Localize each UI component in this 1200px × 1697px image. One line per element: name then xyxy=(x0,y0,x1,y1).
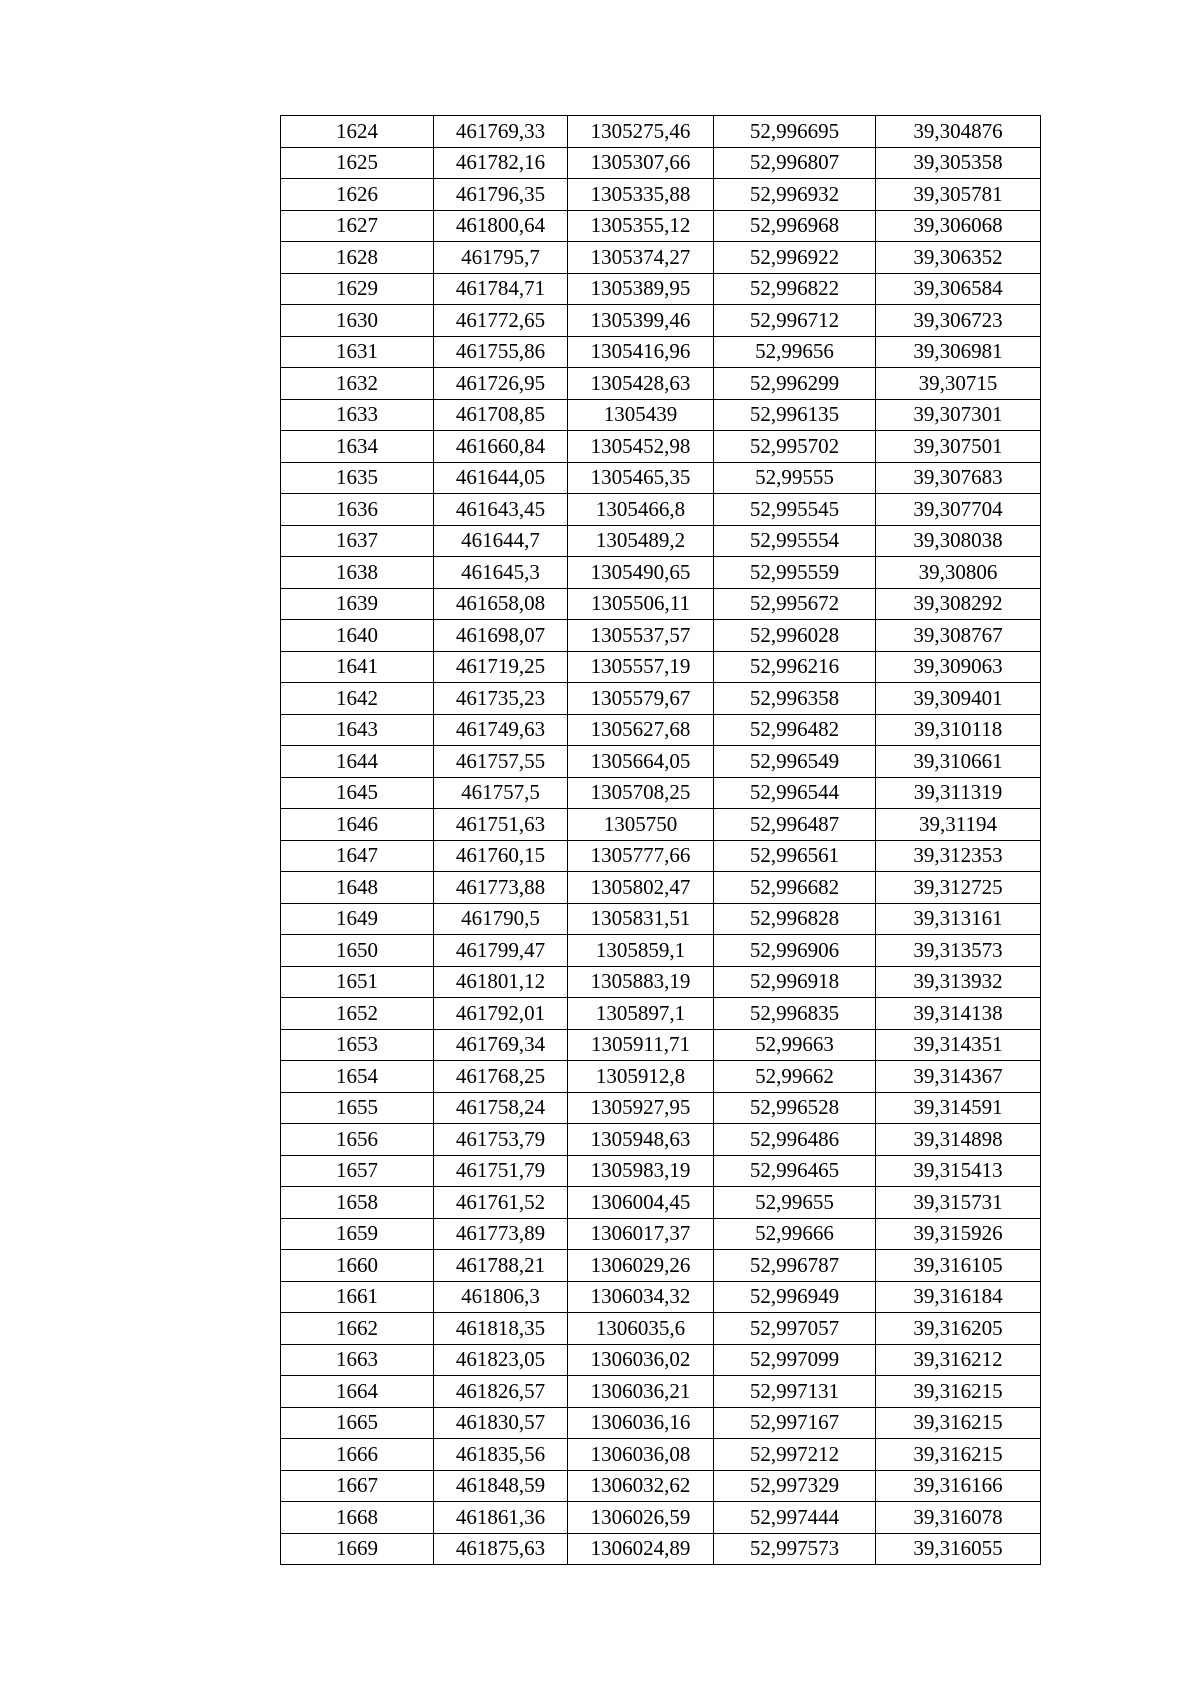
point-number-cell: 1657 xyxy=(281,1155,434,1187)
point-number-cell: 1644 xyxy=(281,746,434,778)
y-coordinate-cell: 1306036,02 xyxy=(568,1344,714,1376)
coordinates-table xyxy=(280,115,1041,1565)
longitude-cell: 39,304876 xyxy=(876,116,1041,148)
y-coordinate-cell: 1306017,37 xyxy=(568,1218,714,1250)
latitude-cell: 52,996807 xyxy=(714,147,876,179)
latitude-cell: 52,99655 xyxy=(714,1187,876,1219)
y-coordinate-cell: 1306036,16 xyxy=(568,1407,714,1439)
table-row xyxy=(281,399,1041,431)
longitude-cell: 39,312353 xyxy=(876,840,1041,872)
latitude-cell: 52,996561 xyxy=(714,840,876,872)
latitude-cell: 52,996822 xyxy=(714,273,876,305)
longitude-cell: 39,305781 xyxy=(876,179,1041,211)
longitude-cell: 39,31194 xyxy=(876,809,1041,841)
point-number-cell: 1667 xyxy=(281,1470,434,1502)
longitude-cell: 39,306068 xyxy=(876,210,1041,242)
longitude-cell: 39,311319 xyxy=(876,777,1041,809)
table-row xyxy=(281,1376,1041,1408)
latitude-cell: 52,996028 xyxy=(714,620,876,652)
x-coordinate-cell: 461698,07 xyxy=(434,620,568,652)
longitude-cell: 39,316215 xyxy=(876,1376,1041,1408)
longitude-cell: 39,316215 xyxy=(876,1407,1041,1439)
x-coordinate-cell: 461719,25 xyxy=(434,651,568,683)
longitude-cell: 39,308767 xyxy=(876,620,1041,652)
y-coordinate-cell: 1305750 xyxy=(568,809,714,841)
x-coordinate-cell: 461644,05 xyxy=(434,462,568,494)
longitude-cell: 39,313932 xyxy=(876,966,1041,998)
latitude-cell: 52,996922 xyxy=(714,242,876,274)
longitude-cell: 39,309401 xyxy=(876,683,1041,715)
latitude-cell: 52,996465 xyxy=(714,1155,876,1187)
y-coordinate-cell: 1305708,25 xyxy=(568,777,714,809)
longitude-cell: 39,314591 xyxy=(876,1092,1041,1124)
x-coordinate-cell: 461660,84 xyxy=(434,431,568,463)
x-coordinate-cell: 461758,24 xyxy=(434,1092,568,1124)
x-coordinate-cell: 461795,7 xyxy=(434,242,568,274)
longitude-cell: 39,315413 xyxy=(876,1155,1041,1187)
x-coordinate-cell: 461755,86 xyxy=(434,336,568,368)
point-number-cell: 1632 xyxy=(281,368,434,400)
table-row xyxy=(281,431,1041,463)
table-row xyxy=(281,1407,1041,1439)
point-number-cell: 1635 xyxy=(281,462,434,494)
table-row xyxy=(281,1533,1041,1565)
y-coordinate-cell: 1305948,63 xyxy=(568,1124,714,1156)
y-coordinate-cell: 1305439 xyxy=(568,399,714,431)
latitude-cell: 52,996835 xyxy=(714,998,876,1030)
x-coordinate-cell: 461800,64 xyxy=(434,210,568,242)
y-coordinate-cell: 1305389,95 xyxy=(568,273,714,305)
table-row xyxy=(281,714,1041,746)
longitude-cell: 39,306584 xyxy=(876,273,1041,305)
point-number-cell: 1654 xyxy=(281,1061,434,1093)
x-coordinate-cell: 461773,89 xyxy=(434,1218,568,1250)
point-number-cell: 1668 xyxy=(281,1502,434,1534)
table-row xyxy=(281,683,1041,715)
longitude-cell: 39,307683 xyxy=(876,462,1041,494)
longitude-cell: 39,308292 xyxy=(876,588,1041,620)
latitude-cell: 52,996828 xyxy=(714,903,876,935)
point-number-cell: 1651 xyxy=(281,966,434,998)
y-coordinate-cell: 1305802,47 xyxy=(568,872,714,904)
latitude-cell: 52,996695 xyxy=(714,116,876,148)
latitude-cell: 52,996968 xyxy=(714,210,876,242)
point-number-cell: 1660 xyxy=(281,1250,434,1282)
latitude-cell: 52,997131 xyxy=(714,1376,876,1408)
x-coordinate-cell: 461644,7 xyxy=(434,525,568,557)
latitude-cell: 52,996712 xyxy=(714,305,876,337)
table-row xyxy=(281,1092,1041,1124)
longitude-cell: 39,315731 xyxy=(876,1187,1041,1219)
latitude-cell: 52,995672 xyxy=(714,588,876,620)
table-row xyxy=(281,273,1041,305)
y-coordinate-cell: 1305466,8 xyxy=(568,494,714,526)
y-coordinate-cell: 1305490,65 xyxy=(568,557,714,589)
table-row xyxy=(281,1187,1041,1219)
y-coordinate-cell: 1306035,6 xyxy=(568,1313,714,1345)
point-number-cell: 1639 xyxy=(281,588,434,620)
table-row xyxy=(281,1155,1041,1187)
y-coordinate-cell: 1305831,51 xyxy=(568,903,714,935)
point-number-cell: 1625 xyxy=(281,147,434,179)
y-coordinate-cell: 1305428,63 xyxy=(568,368,714,400)
x-coordinate-cell: 461645,3 xyxy=(434,557,568,589)
x-coordinate-cell: 461818,35 xyxy=(434,1313,568,1345)
longitude-cell: 39,316184 xyxy=(876,1281,1041,1313)
longitude-cell: 39,316078 xyxy=(876,1502,1041,1534)
point-number-cell: 1634 xyxy=(281,431,434,463)
longitude-cell: 39,309063 xyxy=(876,651,1041,683)
y-coordinate-cell: 1305489,2 xyxy=(568,525,714,557)
longitude-cell: 39,314351 xyxy=(876,1029,1041,1061)
latitude-cell: 52,996549 xyxy=(714,746,876,778)
latitude-cell: 52,996528 xyxy=(714,1092,876,1124)
x-coordinate-cell: 461658,08 xyxy=(434,588,568,620)
table-row xyxy=(281,242,1041,274)
y-coordinate-cell: 1305374,27 xyxy=(568,242,714,274)
x-coordinate-cell: 461751,63 xyxy=(434,809,568,841)
point-number-cell: 1642 xyxy=(281,683,434,715)
longitude-cell: 39,316166 xyxy=(876,1470,1041,1502)
y-coordinate-cell: 1305506,11 xyxy=(568,588,714,620)
latitude-cell: 52,99555 xyxy=(714,462,876,494)
y-coordinate-cell: 1305399,46 xyxy=(568,305,714,337)
point-number-cell: 1663 xyxy=(281,1344,434,1376)
y-coordinate-cell: 1305557,19 xyxy=(568,651,714,683)
point-number-cell: 1640 xyxy=(281,620,434,652)
y-coordinate-cell: 1305452,98 xyxy=(568,431,714,463)
table-row xyxy=(281,777,1041,809)
y-coordinate-cell: 1306032,62 xyxy=(568,1470,714,1502)
latitude-cell: 52,996906 xyxy=(714,935,876,967)
point-number-cell: 1630 xyxy=(281,305,434,337)
longitude-cell: 39,306981 xyxy=(876,336,1041,368)
longitude-cell: 39,314367 xyxy=(876,1061,1041,1093)
longitude-cell: 39,314138 xyxy=(876,998,1041,1030)
point-number-cell: 1661 xyxy=(281,1281,434,1313)
latitude-cell: 52,997444 xyxy=(714,1502,876,1534)
longitude-cell: 39,307301 xyxy=(876,399,1041,431)
longitude-cell: 39,306723 xyxy=(876,305,1041,337)
longitude-cell: 39,30806 xyxy=(876,557,1041,589)
longitude-cell: 39,312725 xyxy=(876,872,1041,904)
point-number-cell: 1665 xyxy=(281,1407,434,1439)
table-row xyxy=(281,1061,1041,1093)
x-coordinate-cell: 461830,57 xyxy=(434,1407,568,1439)
point-number-cell: 1645 xyxy=(281,777,434,809)
x-coordinate-cell: 461799,47 xyxy=(434,935,568,967)
table-row xyxy=(281,1313,1041,1345)
latitude-cell: 52,997099 xyxy=(714,1344,876,1376)
longitude-cell: 39,307501 xyxy=(876,431,1041,463)
latitude-cell: 52,996135 xyxy=(714,399,876,431)
latitude-cell: 52,997329 xyxy=(714,1470,876,1502)
table-row xyxy=(281,809,1041,841)
x-coordinate-cell: 461835,56 xyxy=(434,1439,568,1471)
y-coordinate-cell: 1306036,21 xyxy=(568,1376,714,1408)
y-coordinate-cell: 1305897,1 xyxy=(568,998,714,1030)
x-coordinate-cell: 461782,16 xyxy=(434,147,568,179)
y-coordinate-cell: 1305883,19 xyxy=(568,966,714,998)
point-number-cell: 1629 xyxy=(281,273,434,305)
point-number-cell: 1627 xyxy=(281,210,434,242)
x-coordinate-cell: 461643,45 xyxy=(434,494,568,526)
x-coordinate-cell: 461790,5 xyxy=(434,903,568,935)
latitude-cell: 52,996682 xyxy=(714,872,876,904)
y-coordinate-cell: 1306029,26 xyxy=(568,1250,714,1282)
x-coordinate-cell: 461735,23 xyxy=(434,683,568,715)
table-row xyxy=(281,998,1041,1030)
table-row xyxy=(281,305,1041,337)
latitude-cell: 52,996487 xyxy=(714,809,876,841)
table-row xyxy=(281,368,1041,400)
y-coordinate-cell: 1305911,71 xyxy=(568,1029,714,1061)
x-coordinate-cell: 461875,63 xyxy=(434,1533,568,1565)
longitude-cell: 39,30715 xyxy=(876,368,1041,400)
latitude-cell: 52,997057 xyxy=(714,1313,876,1345)
x-coordinate-cell: 461796,35 xyxy=(434,179,568,211)
table-row xyxy=(281,336,1041,368)
y-coordinate-cell: 1305983,19 xyxy=(568,1155,714,1187)
table-row xyxy=(281,620,1041,652)
table-row xyxy=(281,935,1041,967)
y-coordinate-cell: 1305664,05 xyxy=(568,746,714,778)
point-number-cell: 1652 xyxy=(281,998,434,1030)
y-coordinate-cell: 1305307,66 xyxy=(568,147,714,179)
table-row xyxy=(281,1470,1041,1502)
point-number-cell: 1643 xyxy=(281,714,434,746)
x-coordinate-cell: 461757,55 xyxy=(434,746,568,778)
x-coordinate-cell: 461823,05 xyxy=(434,1344,568,1376)
y-coordinate-cell: 1306036,08 xyxy=(568,1439,714,1471)
latitude-cell: 52,996949 xyxy=(714,1281,876,1313)
latitude-cell: 52,995702 xyxy=(714,431,876,463)
x-coordinate-cell: 461753,79 xyxy=(434,1124,568,1156)
table-row xyxy=(281,462,1041,494)
table-row xyxy=(281,494,1041,526)
point-number-cell: 1664 xyxy=(281,1376,434,1408)
y-coordinate-cell: 1305355,12 xyxy=(568,210,714,242)
latitude-cell: 52,997573 xyxy=(714,1533,876,1565)
longitude-cell: 39,316215 xyxy=(876,1439,1041,1471)
table-row xyxy=(281,116,1041,148)
y-coordinate-cell: 1305927,95 xyxy=(568,1092,714,1124)
x-coordinate-cell: 461773,88 xyxy=(434,872,568,904)
point-number-cell: 1626 xyxy=(281,179,434,211)
y-coordinate-cell: 1306034,32 xyxy=(568,1281,714,1313)
y-coordinate-cell: 1305335,88 xyxy=(568,179,714,211)
table-row xyxy=(281,588,1041,620)
longitude-cell: 39,316055 xyxy=(876,1533,1041,1565)
x-coordinate-cell: 461769,33 xyxy=(434,116,568,148)
latitude-cell: 52,996358 xyxy=(714,683,876,715)
table-row xyxy=(281,903,1041,935)
point-number-cell: 1656 xyxy=(281,1124,434,1156)
table-row xyxy=(281,1250,1041,1282)
point-number-cell: 1647 xyxy=(281,840,434,872)
longitude-cell: 39,306352 xyxy=(876,242,1041,274)
y-coordinate-cell: 1306026,59 xyxy=(568,1502,714,1534)
latitude-cell: 52,996932 xyxy=(714,179,876,211)
x-coordinate-cell: 461769,34 xyxy=(434,1029,568,1061)
latitude-cell: 52,997212 xyxy=(714,1439,876,1471)
table-row xyxy=(281,1439,1041,1471)
table-row xyxy=(281,557,1041,589)
point-number-cell: 1646 xyxy=(281,809,434,841)
longitude-cell: 39,316205 xyxy=(876,1313,1041,1345)
table-row xyxy=(281,1344,1041,1376)
table-row xyxy=(281,1218,1041,1250)
table-row xyxy=(281,840,1041,872)
point-number-cell: 1666 xyxy=(281,1439,434,1471)
latitude-cell: 52,995545 xyxy=(714,494,876,526)
latitude-cell: 52,99656 xyxy=(714,336,876,368)
latitude-cell: 52,997167 xyxy=(714,1407,876,1439)
point-number-cell: 1659 xyxy=(281,1218,434,1250)
x-coordinate-cell: 461826,57 xyxy=(434,1376,568,1408)
x-coordinate-cell: 461788,21 xyxy=(434,1250,568,1282)
table-row xyxy=(281,147,1041,179)
y-coordinate-cell: 1305579,67 xyxy=(568,683,714,715)
longitude-cell: 39,316212 xyxy=(876,1344,1041,1376)
longitude-cell: 39,314898 xyxy=(876,1124,1041,1156)
x-coordinate-cell: 461760,15 xyxy=(434,840,568,872)
latitude-cell: 52,996918 xyxy=(714,966,876,998)
latitude-cell: 52,996299 xyxy=(714,368,876,400)
x-coordinate-cell: 461784,71 xyxy=(434,273,568,305)
x-coordinate-cell: 461801,12 xyxy=(434,966,568,998)
y-coordinate-cell: 1305777,66 xyxy=(568,840,714,872)
latitude-cell: 52,996544 xyxy=(714,777,876,809)
x-coordinate-cell: 461761,52 xyxy=(434,1187,568,1219)
table-row xyxy=(281,1281,1041,1313)
point-number-cell: 1648 xyxy=(281,872,434,904)
longitude-cell: 39,313161 xyxy=(876,903,1041,935)
longitude-cell: 39,316105 xyxy=(876,1250,1041,1282)
latitude-cell: 52,996486 xyxy=(714,1124,876,1156)
longitude-cell: 39,310661 xyxy=(876,746,1041,778)
point-number-cell: 1638 xyxy=(281,557,434,589)
table-row xyxy=(281,651,1041,683)
x-coordinate-cell: 461708,85 xyxy=(434,399,568,431)
point-number-cell: 1655 xyxy=(281,1092,434,1124)
y-coordinate-cell: 1306024,89 xyxy=(568,1533,714,1565)
point-number-cell: 1650 xyxy=(281,935,434,967)
table-row xyxy=(281,966,1041,998)
point-number-cell: 1658 xyxy=(281,1187,434,1219)
coordinates-table-body xyxy=(281,116,1041,1565)
point-number-cell: 1637 xyxy=(281,525,434,557)
table-row xyxy=(281,1124,1041,1156)
y-coordinate-cell: 1305275,46 xyxy=(568,116,714,148)
x-coordinate-cell: 461768,25 xyxy=(434,1061,568,1093)
y-coordinate-cell: 1305912,8 xyxy=(568,1061,714,1093)
latitude-cell: 52,99662 xyxy=(714,1061,876,1093)
longitude-cell: 39,313573 xyxy=(876,935,1041,967)
y-coordinate-cell: 1305859,1 xyxy=(568,935,714,967)
y-coordinate-cell: 1305627,68 xyxy=(568,714,714,746)
y-coordinate-cell: 1305416,96 xyxy=(568,336,714,368)
latitude-cell: 52,995554 xyxy=(714,525,876,557)
y-coordinate-cell: 1306004,45 xyxy=(568,1187,714,1219)
table-row xyxy=(281,210,1041,242)
x-coordinate-cell: 461861,36 xyxy=(434,1502,568,1534)
longitude-cell: 39,315926 xyxy=(876,1218,1041,1250)
table-row xyxy=(281,1502,1041,1534)
table-row xyxy=(281,525,1041,557)
x-coordinate-cell: 461806,3 xyxy=(434,1281,568,1313)
y-coordinate-cell: 1305465,35 xyxy=(568,462,714,494)
longitude-cell: 39,310118 xyxy=(876,714,1041,746)
x-coordinate-cell: 461751,79 xyxy=(434,1155,568,1187)
point-number-cell: 1641 xyxy=(281,651,434,683)
point-number-cell: 1649 xyxy=(281,903,434,935)
point-number-cell: 1653 xyxy=(281,1029,434,1061)
y-coordinate-cell: 1305537,57 xyxy=(568,620,714,652)
x-coordinate-cell: 461757,5 xyxy=(434,777,568,809)
table-row xyxy=(281,1029,1041,1061)
table-row xyxy=(281,872,1041,904)
x-coordinate-cell: 461749,63 xyxy=(434,714,568,746)
point-number-cell: 1633 xyxy=(281,399,434,431)
x-coordinate-cell: 461792,01 xyxy=(434,998,568,1030)
latitude-cell: 52,996482 xyxy=(714,714,876,746)
longitude-cell: 39,308038 xyxy=(876,525,1041,557)
point-number-cell: 1669 xyxy=(281,1533,434,1565)
latitude-cell: 52,996787 xyxy=(714,1250,876,1282)
latitude-cell: 52,99663 xyxy=(714,1029,876,1061)
longitude-cell: 39,307704 xyxy=(876,494,1041,526)
point-number-cell: 1631 xyxy=(281,336,434,368)
x-coordinate-cell: 461726,95 xyxy=(434,368,568,400)
table-row xyxy=(281,746,1041,778)
x-coordinate-cell: 461772,65 xyxy=(434,305,568,337)
longitude-cell: 39,305358 xyxy=(876,147,1041,179)
point-number-cell: 1628 xyxy=(281,242,434,274)
point-number-cell: 1662 xyxy=(281,1313,434,1345)
latitude-cell: 52,99666 xyxy=(714,1218,876,1250)
point-number-cell: 1624 xyxy=(281,116,434,148)
table-row xyxy=(281,179,1041,211)
point-number-cell: 1636 xyxy=(281,494,434,526)
latitude-cell: 52,995559 xyxy=(714,557,876,589)
latitude-cell: 52,996216 xyxy=(714,651,876,683)
x-coordinate-cell: 461848,59 xyxy=(434,1470,568,1502)
